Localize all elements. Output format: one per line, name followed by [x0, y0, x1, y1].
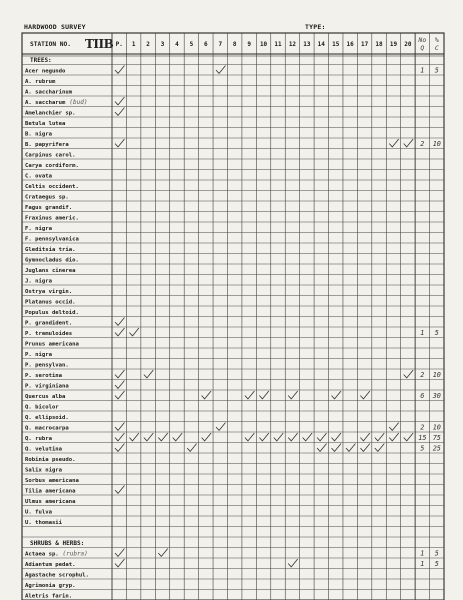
species-name: Gleditsia tria.	[25, 246, 76, 253]
no-q-value: 15	[418, 434, 427, 443]
pct-c-value: 10	[432, 140, 441, 149]
section-heading: TREES:	[30, 56, 52, 64]
handwritten-note: (rubra)	[62, 550, 88, 558]
no-q-value: 1	[420, 329, 425, 338]
station-label: STATION NO.	[30, 41, 71, 48]
pct-c-value: 5	[434, 329, 439, 338]
species-name: A. rubrum	[25, 78, 56, 85]
species-name: Amelanchier sp.	[25, 110, 76, 117]
species-name: Q. rubra	[25, 435, 52, 442]
check-mark	[303, 433, 312, 441]
species-name: Gymnocladus dio.	[25, 257, 79, 264]
no-q-value: 2	[420, 140, 425, 149]
species-name: P. pensylvan.	[25, 362, 69, 369]
pct-c-value: 10	[432, 423, 441, 432]
check-mark	[245, 433, 254, 441]
column-header: P.	[115, 41, 123, 48]
no-q-value: 1	[420, 66, 425, 75]
species-name: P. virginiana	[25, 383, 69, 390]
column-header: 19	[389, 41, 398, 48]
check-mark	[216, 66, 225, 74]
species-name: Quercus alba	[25, 393, 66, 400]
column-header: 18	[375, 41, 383, 48]
column-header: 5	[189, 41, 194, 48]
species-name: J. nigra	[25, 278, 52, 285]
no-q-value: 5	[420, 444, 425, 453]
check-mark	[361, 433, 370, 441]
species-name: B. papyrifera	[25, 141, 69, 148]
species-name: Q. macrocarpa	[25, 425, 69, 432]
column-header: 2	[146, 41, 150, 48]
column-header: 8	[232, 41, 237, 48]
check-mark	[317, 444, 326, 452]
column-header: 7	[218, 41, 223, 48]
check-mark	[130, 328, 139, 336]
check-mark	[173, 433, 182, 441]
species-name: C. ovata	[25, 173, 52, 180]
species-name: Acer negundo	[25, 68, 66, 75]
check-mark	[404, 433, 413, 441]
type-label: TYPE:	[305, 23, 326, 31]
check-mark	[115, 97, 124, 105]
check-mark	[115, 328, 124, 336]
handwritten-note: (bud)	[69, 98, 88, 106]
pct-c-value: 5	[434, 560, 439, 569]
species-name: Robinia pseudo.	[25, 456, 76, 463]
species-name: Juglans cinerea	[25, 267, 76, 274]
species-name: P. serotina	[25, 372, 63, 379]
column-header: 15	[332, 41, 340, 48]
check-mark	[260, 433, 269, 441]
check-mark	[115, 66, 124, 74]
check-mark	[274, 433, 283, 441]
species-name: Q. bicolor	[25, 404, 59, 411]
check-mark	[115, 444, 124, 452]
species-name: Sorbus americana	[25, 477, 79, 484]
species-name: Platanus occid.	[25, 299, 76, 306]
column-header: 14	[317, 41, 325, 48]
column-header: 17	[360, 41, 369, 48]
column-header: 1	[131, 41, 136, 48]
check-mark	[346, 444, 355, 452]
no-q-value: 2	[420, 371, 425, 380]
species-name: Tilia americana	[25, 488, 76, 495]
species-name: Salix nigra	[25, 467, 63, 474]
check-mark	[130, 433, 139, 441]
check-mark	[158, 549, 167, 557]
column-header: 3	[160, 41, 165, 48]
check-mark	[115, 559, 124, 567]
species-name: Carpinus carol.	[25, 152, 76, 159]
section-heading: SHRUBS & HERBS:	[30, 539, 85, 547]
no-q-value: 6	[420, 392, 425, 401]
pct-c-value: 25	[432, 444, 441, 453]
survey-title: HARDWOOD SURVEY	[24, 23, 86, 31]
check-mark	[361, 444, 370, 452]
check-mark	[187, 444, 196, 452]
check-mark	[288, 433, 297, 441]
column-header: 11	[274, 41, 282, 48]
pct-c-value: 10	[432, 371, 441, 380]
column-header-pct-c: C	[434, 44, 439, 52]
species-name: A. saccharinum	[25, 89, 73, 96]
column-header: 20	[404, 41, 412, 48]
species-name: Prunus americana	[25, 341, 79, 348]
species-name: U. thomasii	[25, 519, 63, 526]
check-mark	[332, 391, 341, 399]
check-mark	[404, 370, 413, 378]
column-header-pct-c: %	[434, 36, 439, 44]
check-mark	[115, 108, 124, 116]
pct-c-value: 5	[434, 549, 439, 558]
pct-c-value: 30	[432, 392, 441, 401]
check-mark	[260, 391, 269, 399]
check-mark	[115, 391, 124, 399]
check-mark	[144, 370, 153, 378]
species-name: Ostrya virgin.	[25, 288, 73, 295]
check-mark	[288, 559, 297, 567]
check-mark	[158, 433, 167, 441]
column-header: 13	[303, 41, 311, 48]
pct-c-value: 5	[434, 66, 439, 75]
species-name: Aletris farin.	[25, 593, 73, 600]
check-mark	[389, 139, 398, 147]
species-name: U. fulva	[25, 509, 52, 516]
check-mark	[389, 433, 398, 441]
species-name: Celtis occident.	[25, 183, 79, 190]
species-name: Fagus grandif.	[25, 204, 73, 211]
species-name: Q. velutina	[25, 446, 63, 453]
column-header-no-q: Q	[420, 44, 425, 52]
check-mark	[115, 381, 124, 389]
check-mark	[332, 444, 341, 452]
species-name: P. tremuloides	[25, 330, 73, 337]
check-mark	[216, 423, 225, 431]
column-header: 16	[346, 41, 354, 48]
species-name: Ulmus americana	[25, 498, 76, 505]
check-mark	[361, 391, 370, 399]
species-name: Agrimonia gryp.	[25, 582, 76, 589]
check-mark	[332, 433, 341, 441]
species-name: Populus deltoid.	[25, 309, 79, 316]
species-name: F. pennsylvanica	[25, 236, 79, 243]
species-name: P. nigra	[25, 351, 52, 358]
no-q-value: 1	[420, 560, 425, 569]
check-mark	[202, 433, 211, 441]
column-header: 10	[259, 41, 268, 48]
check-mark	[245, 391, 254, 399]
column-header: 9	[247, 41, 251, 48]
column-header: 12	[288, 41, 297, 48]
check-mark	[144, 433, 153, 441]
species-name: F. nigra	[25, 225, 52, 232]
species-name: Actaea sp.	[25, 551, 59, 558]
species-name: Carya cordiform.	[25, 162, 79, 169]
pct-c-value: 75	[432, 434, 441, 443]
check-mark	[404, 139, 413, 147]
species-name: A. saccharum	[25, 99, 66, 106]
check-mark	[317, 433, 326, 441]
species-name: Crataegus sp.	[25, 194, 69, 201]
station-number-stamp: TIIB	[85, 37, 114, 51]
species-name: Q. ellipsoid.	[25, 414, 69, 421]
check-mark	[115, 549, 124, 557]
check-mark	[115, 318, 124, 326]
check-mark	[202, 391, 211, 399]
check-mark	[115, 139, 124, 147]
check-mark	[115, 370, 124, 378]
species-name: Adiantum pedat.	[25, 561, 76, 568]
species-name: Betula lutea	[25, 120, 66, 127]
check-mark	[115, 486, 124, 494]
species-name: Agastache scrophul.	[25, 572, 89, 579]
species-name: P. grandident.	[25, 320, 73, 327]
column-header: 6	[204, 41, 208, 48]
check-mark	[375, 444, 384, 452]
check-mark	[115, 433, 124, 441]
check-mark	[389, 423, 398, 431]
species-name: B. nigra	[25, 131, 52, 138]
check-mark	[288, 391, 297, 399]
species-name: Fraxinus americ.	[25, 215, 79, 222]
check-mark	[115, 423, 124, 431]
no-q-value: 1	[420, 549, 425, 558]
no-q-value: 2	[420, 423, 425, 432]
column-header: 4	[175, 41, 179, 48]
check-mark	[375, 433, 384, 441]
column-header-no-q: No	[418, 36, 427, 44]
